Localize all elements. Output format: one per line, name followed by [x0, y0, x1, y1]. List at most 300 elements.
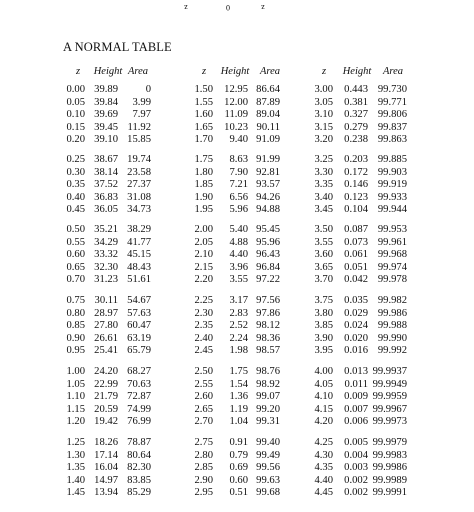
table-row: [186, 224, 296, 236]
z-value: 3.05: [314, 96, 333, 108]
column-header-height: Height: [93, 66, 123, 77]
table-row: [63, 391, 173, 403]
table-row: [307, 404, 417, 416]
area-value: 60.47: [127, 320, 151, 332]
z-value: 1.80: [194, 166, 213, 178]
z-value: 1.20: [66, 416, 85, 428]
height-value: 8.63: [229, 154, 248, 165]
height-value: 34.29: [94, 236, 118, 248]
z-value: 0.70: [66, 274, 85, 286]
table-row: [307, 333, 417, 345]
z-value: 2.05: [194, 236, 213, 248]
height-value: 0.443: [344, 84, 368, 95]
table-row: [186, 391, 296, 403]
z-value: 3.25: [314, 154, 333, 165]
height-value: 0.79: [229, 449, 248, 461]
table-row: [63, 122, 173, 134]
table-row: [186, 134, 296, 146]
height-value: 6.56: [229, 191, 248, 203]
table-row: [63, 487, 173, 499]
area-value: 99.771: [377, 96, 407, 108]
area-value: 99.986: [377, 307, 407, 319]
z-value: 3.50: [314, 224, 333, 235]
area-value: 99.863: [377, 134, 407, 146]
table-row: [307, 179, 417, 191]
z-value: 0.90: [66, 332, 85, 344]
table-row: [186, 416, 296, 428]
z-value: 3.35: [314, 179, 333, 191]
area-value: 97.22: [256, 274, 280, 286]
area-value: 87.89: [256, 96, 280, 108]
z-value: 0.75: [66, 295, 85, 306]
table-row: [63, 320, 173, 332]
table-row: [186, 154, 296, 166]
z-value: 4.25: [314, 437, 333, 448]
z-value: 0.45: [66, 204, 85, 216]
area-value: 63.19: [127, 332, 151, 344]
area-value: 99.982: [377, 295, 407, 306]
top-axis-marks: [0, 1, 474, 15]
table-row: [307, 295, 417, 307]
height-value: 0.087: [344, 224, 368, 235]
table-row: [186, 84, 296, 96]
area-value: 45.15: [127, 249, 151, 261]
area-value: 74.99: [127, 403, 151, 415]
z-value: 3.45: [314, 204, 333, 216]
table-row: [63, 295, 173, 307]
height-value: 0.011: [344, 378, 368, 390]
height-value: 1.75: [229, 366, 248, 377]
z-value: 3.00: [314, 84, 333, 95]
z-value: 4.10: [314, 391, 333, 403]
height-value: 30.11: [94, 295, 118, 306]
height-value: 0.327: [344, 109, 368, 121]
table-row: [63, 475, 173, 487]
table-row: [307, 320, 417, 332]
area-value: 72.87: [127, 391, 151, 403]
area-value: 99.974: [377, 261, 407, 273]
area-value: 99.953: [377, 224, 407, 235]
height-value: 3.17: [229, 295, 248, 306]
z-value: 2.90: [194, 474, 213, 486]
table-row: [307, 308, 417, 320]
height-value: 1.98: [229, 345, 248, 357]
height-value: 2.83: [229, 307, 248, 319]
area-value: 93.57: [256, 179, 280, 191]
z-value: 0.65: [66, 261, 85, 273]
area-value: 99.56: [256, 462, 280, 474]
height-value: 0.007: [344, 403, 368, 415]
height-value: 13.94: [94, 487, 118, 499]
z-value: 2.65: [194, 403, 213, 415]
area-value: 95.96: [256, 236, 280, 248]
z-value: 1.10: [66, 391, 85, 403]
area-value: 96.84: [256, 261, 280, 273]
height-value: 1.04: [229, 416, 248, 428]
height-value: 0.024: [344, 320, 368, 332]
z-value: 4.35: [314, 462, 333, 474]
z-value: 3.55: [314, 236, 333, 248]
z-value: 4.20: [314, 416, 333, 428]
column-header-area: Area: [127, 66, 149, 77]
height-value: 0.69: [229, 462, 248, 474]
area-value: 99.9973: [372, 416, 407, 428]
z-value: 0.95: [66, 345, 85, 357]
table-row: [63, 84, 173, 96]
height-value: 39.89: [94, 84, 118, 95]
area-value: 7.97: [132, 109, 151, 121]
z-value: 2.40: [194, 332, 213, 344]
height-value: 0.51: [229, 487, 248, 499]
z-value: 3.65: [314, 261, 333, 273]
area-value: 99.9983: [372, 449, 407, 461]
table-row: [307, 237, 417, 249]
z-value: 0.00: [66, 84, 85, 95]
z-value: 3.15: [314, 121, 333, 133]
table-row: [307, 224, 417, 236]
height-value: 17.14: [94, 449, 118, 461]
table-row: [186, 295, 296, 307]
height-value: 1.36: [229, 391, 248, 403]
z-value: 4.00: [314, 366, 333, 377]
area-value: 34.73: [127, 204, 151, 216]
table-row: [186, 437, 296, 449]
table-row: [63, 192, 173, 204]
height-value: 0.172: [344, 166, 368, 178]
height-value: 24.20: [94, 366, 118, 377]
z-value: 0.25: [66, 154, 85, 165]
height-value: 12.95: [224, 84, 248, 95]
table-row: [186, 462, 296, 474]
height-value: 4.88: [229, 236, 248, 248]
height-value: 1.19: [229, 403, 248, 415]
height-value: 37.52: [94, 179, 118, 191]
height-value: 35.21: [94, 224, 118, 235]
z-value: 4.45: [314, 487, 333, 499]
area-value: 98.36: [256, 332, 280, 344]
height-value: 4.40: [229, 249, 248, 261]
height-value: 0.005: [344, 437, 368, 448]
height-value: 0.051: [344, 261, 368, 273]
z-value: 0.15: [66, 121, 85, 133]
area-value: 23.58: [127, 166, 151, 178]
height-value: 18.26: [94, 437, 118, 448]
z-value: 0.05: [66, 96, 85, 108]
z-value: 1.00: [66, 366, 85, 377]
table-row: [186, 379, 296, 391]
area-value: 99.68: [256, 487, 280, 499]
height-value: 9.40: [229, 134, 248, 146]
height-value: 0.002: [344, 487, 368, 499]
area-value: 92.81: [256, 166, 280, 178]
height-value: 2.52: [229, 320, 248, 332]
z-value: 4.40: [314, 474, 333, 486]
table-row: [186, 366, 296, 378]
area-value: 99.9991: [372, 487, 407, 499]
area-value: 97.86: [256, 307, 280, 319]
height-value: 7.21: [229, 179, 248, 191]
z-value: 1.25: [66, 437, 85, 448]
z-value: 1.85: [194, 179, 213, 191]
height-value: 12.00: [224, 96, 248, 108]
z-value: 1.35: [66, 462, 85, 474]
height-value: 33.32: [94, 249, 118, 261]
height-value: 19.42: [94, 416, 118, 428]
height-value: 32.30: [94, 261, 118, 273]
table-row: [186, 333, 296, 345]
table-row: [307, 97, 417, 109]
table-row: [186, 345, 296, 357]
table-row: [63, 154, 173, 166]
table-row: [307, 122, 417, 134]
z-value: 3.95: [314, 345, 333, 357]
area-value: 99.919: [377, 179, 407, 191]
z-value: 2.95: [194, 487, 213, 499]
z-value: 1.40: [66, 474, 85, 486]
area-value: 99.978: [377, 274, 407, 286]
top-mark-right: z: [261, 3, 265, 12]
z-value: 0.30: [66, 166, 85, 178]
table-row: [63, 274, 173, 286]
area-value: 99.49: [256, 449, 280, 461]
area-value: 90.11: [256, 121, 280, 133]
height-value: 1.54: [229, 378, 248, 390]
table-row: [186, 122, 296, 134]
table-row: [186, 404, 296, 416]
z-value: 1.50: [194, 84, 213, 95]
area-value: 38.29: [127, 224, 151, 235]
area-value: 99.837: [377, 121, 407, 133]
z-value: 0.85: [66, 320, 85, 332]
z-value: 2.10: [194, 249, 213, 261]
z-value: 4.30: [314, 449, 333, 461]
z-value: 1.05: [66, 378, 85, 390]
z-value: 2.55: [194, 378, 213, 390]
height-value: 27.80: [94, 320, 118, 332]
height-value: 0.60: [229, 474, 248, 486]
area-value: 99.885: [377, 154, 407, 165]
area-value: 99.63: [256, 474, 280, 486]
z-value: 0.55: [66, 236, 85, 248]
table-row: [186, 320, 296, 332]
z-value: 0.20: [66, 134, 85, 146]
height-value: 0.042: [344, 274, 368, 286]
height-value: 0.016: [344, 345, 368, 357]
column-header-z: z: [75, 66, 81, 77]
height-value: 0.203: [344, 154, 368, 165]
table-row: [307, 437, 417, 449]
height-value: 25.41: [94, 345, 118, 357]
z-value: 3.30: [314, 166, 333, 178]
area-value: 96.43: [256, 249, 280, 261]
area-value: 19.74: [127, 154, 151, 165]
table-row: [307, 167, 417, 179]
table-row: [63, 416, 173, 428]
area-value: 99.944: [377, 204, 407, 216]
table-row: [307, 379, 417, 391]
table-row: [63, 366, 173, 378]
area-value: 97.56: [256, 295, 280, 306]
area-value: 51.61: [127, 274, 151, 286]
z-value: 0.35: [66, 179, 85, 191]
z-value: 3.60: [314, 249, 333, 261]
height-value: 5.96: [229, 204, 248, 216]
area-value: 99.9959: [372, 391, 407, 403]
column-header-area: Area: [382, 66, 404, 77]
table-row: [307, 366, 417, 378]
z-value: 3.85: [314, 320, 333, 332]
z-value: 2.15: [194, 261, 213, 273]
area-value: 99.968: [377, 249, 407, 261]
table-row: [63, 97, 173, 109]
table-row: [186, 487, 296, 499]
z-value: 3.70: [314, 274, 333, 286]
area-value: 11.92: [127, 121, 151, 133]
table-row: [307, 274, 417, 286]
height-value: 0.035: [344, 295, 368, 306]
table-row: [63, 249, 173, 261]
table-row: [63, 437, 173, 449]
height-value: 0.029: [344, 307, 368, 319]
table-row: [307, 450, 417, 462]
area-value: 99.933: [377, 191, 407, 203]
area-value: 99.9989: [372, 474, 407, 486]
table-row: [307, 262, 417, 274]
area-value: 54.67: [127, 295, 151, 306]
height-value: 0.061: [344, 249, 368, 261]
height-value: 0.104: [344, 204, 368, 216]
area-value: 99.9979: [372, 437, 407, 448]
area-value: 83.85: [127, 474, 151, 486]
height-value: 0.279: [344, 121, 368, 133]
height-value: 38.67: [94, 154, 118, 165]
height-value: 0.006: [344, 416, 368, 428]
area-value: 99.9986: [372, 462, 407, 474]
column-header-area: Area: [259, 66, 281, 77]
area-value: 99.903: [377, 166, 407, 178]
table-row: [63, 333, 173, 345]
area-value: 91.99: [256, 154, 280, 165]
height-value: 39.84: [94, 96, 118, 108]
height-value: 0.123: [344, 191, 368, 203]
z-value: 2.75: [194, 437, 213, 448]
z-value: 2.20: [194, 274, 213, 286]
area-value: 65.79: [127, 345, 151, 357]
area-value: 98.76: [256, 366, 280, 377]
table-row: [307, 487, 417, 499]
z-value: 2.35: [194, 320, 213, 332]
area-value: 99.40: [256, 437, 280, 448]
table-row: [63, 237, 173, 249]
area-value: 78.87: [127, 437, 151, 448]
height-value: 39.69: [94, 109, 118, 121]
area-value: 76.99: [127, 416, 151, 428]
z-value: 2.70: [194, 416, 213, 428]
table-row: [63, 204, 173, 216]
table-row: [307, 204, 417, 216]
table-row: [63, 450, 173, 462]
z-value: 3.40: [314, 191, 333, 203]
area-value: 68.27: [127, 366, 151, 377]
table-row: [186, 179, 296, 191]
area-value: 99.20: [256, 403, 280, 415]
area-value: 80.64: [127, 449, 151, 461]
z-value: 2.25: [194, 295, 213, 306]
height-value: 0.003: [344, 462, 368, 474]
table-row: [186, 274, 296, 286]
z-value: 3.75: [314, 295, 333, 306]
area-value: 91.09: [256, 134, 280, 146]
area-value: 99.806: [377, 109, 407, 121]
area-value: 48.43: [127, 261, 151, 273]
area-value: 99.9967: [372, 403, 407, 415]
height-value: 22.99: [94, 378, 118, 390]
area-value: 27.37: [127, 179, 151, 191]
height-value: 39.10: [94, 134, 118, 146]
area-value: 99.990: [377, 332, 407, 344]
height-value: 36.05: [94, 204, 118, 216]
table-row: [63, 404, 173, 416]
height-value: 0.009: [344, 391, 368, 403]
height-value: 0.381: [344, 96, 368, 108]
z-value: 3.20: [314, 134, 333, 146]
z-value: 1.55: [194, 96, 213, 108]
height-value: 0.146: [344, 179, 368, 191]
table-row: [307, 416, 417, 428]
z-value: 1.75: [194, 154, 213, 165]
z-value: 1.65: [194, 121, 213, 133]
z-value: 3.80: [314, 307, 333, 319]
table-row: [63, 308, 173, 320]
area-value: 70.63: [127, 378, 151, 390]
z-value: 4.15: [314, 403, 333, 415]
height-value: 0.013: [344, 366, 368, 377]
table-row: [63, 109, 173, 121]
table-row: [186, 450, 296, 462]
column-header-z: z: [321, 66, 327, 77]
area-value: 85.29: [127, 487, 151, 499]
z-value: 0.60: [66, 249, 85, 261]
z-value: 1.95: [194, 204, 213, 216]
area-value: 99.9937: [372, 366, 407, 377]
height-value: 3.96: [229, 261, 248, 273]
area-value: 99.07: [256, 391, 280, 403]
table-row: [307, 475, 417, 487]
height-value: 2.24: [229, 332, 248, 344]
z-value: 2.85: [194, 462, 213, 474]
table-row: [63, 134, 173, 146]
area-value: 99.992: [377, 345, 407, 357]
table-row: [307, 462, 417, 474]
z-value: 2.60: [194, 391, 213, 403]
area-value: 99.730: [377, 84, 407, 95]
area-value: 86.64: [256, 84, 280, 95]
table-row: [307, 134, 417, 146]
z-value: 2.45: [194, 345, 213, 357]
area-value: 0: [145, 84, 151, 95]
area-value: 99.9949: [372, 378, 407, 390]
z-value: 0.50: [66, 224, 85, 235]
height-value: 7.90: [229, 166, 248, 178]
table-title: A NORMAL TABLE: [63, 40, 172, 54]
z-value: 1.70: [194, 134, 213, 146]
column-header-height: Height: [220, 66, 250, 77]
area-value: 94.26: [256, 191, 280, 203]
area-value: 99.31: [256, 416, 280, 428]
height-value: 0.020: [344, 332, 368, 344]
area-value: 98.57: [256, 345, 280, 357]
z-value: 1.90: [194, 191, 213, 203]
